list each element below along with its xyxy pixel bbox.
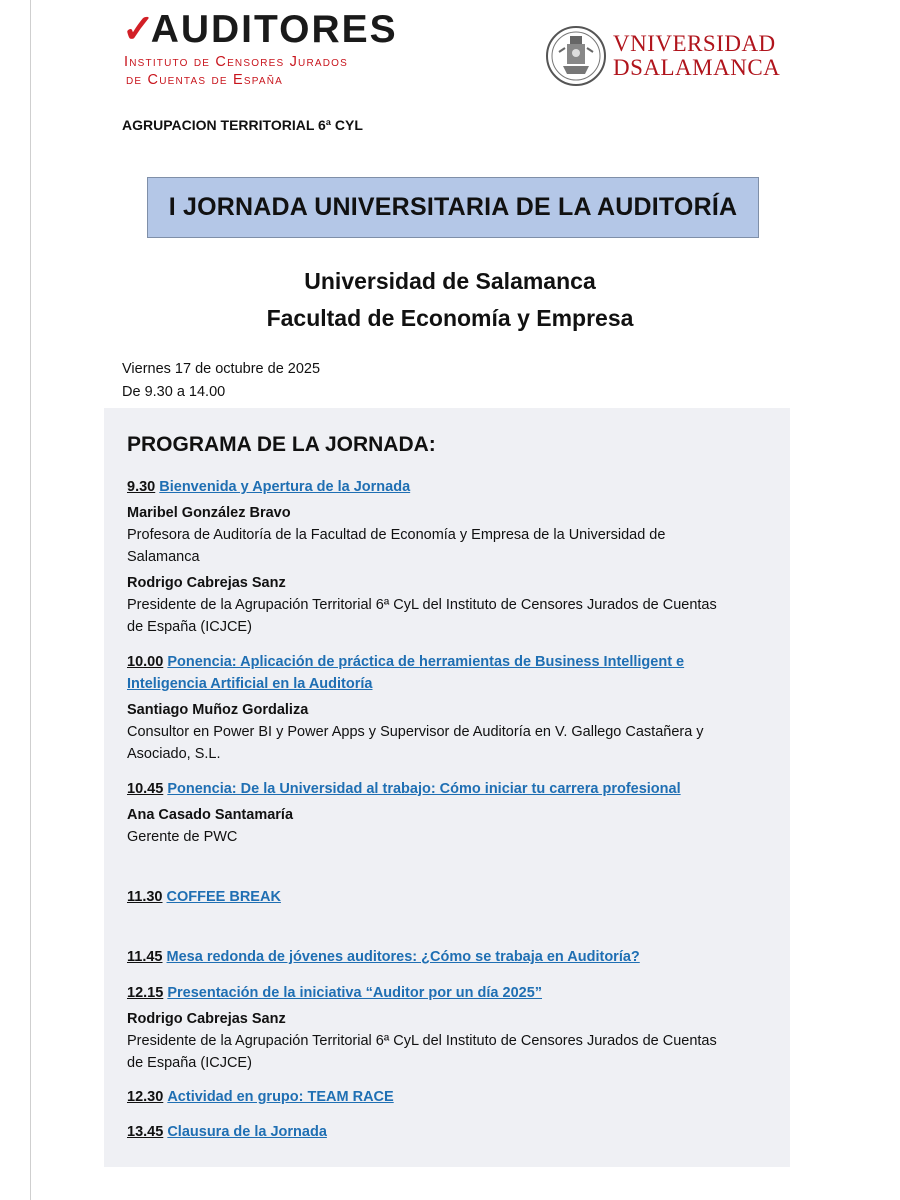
speaker-role: de España (ICJCE): [127, 1055, 252, 1071]
item-time: 13.45: [127, 1124, 164, 1140]
speaker-role: de España (ICJCE): [127, 619, 252, 635]
item-time: 12.30: [127, 1089, 164, 1105]
program-item-1345: [127, 1121, 767, 1143]
speaker-name: Rodrigo Cabrejas Sanz: [127, 1011, 286, 1027]
auditores-subtitle-line1: Instituto de Censores Jurados: [124, 54, 349, 70]
usal-seal-icon: [545, 22, 607, 88]
item-topic-link[interactable]: Ponencia: De la Universidad al trabajo: Cómo iniciar tu carrera profesional: [167, 781, 681, 797]
item-time: 11.30: [127, 889, 163, 905]
item-topic-link[interactable]: Ponencia: Aplicación de práctica de herramientas de Business Intelligent e: [167, 654, 685, 670]
auditores-logo: [122, 10, 422, 89]
event-hours: De 9.30 a 14.00: [122, 384, 226, 400]
event-title-box: [147, 177, 759, 238]
item-topic-link[interactable]: Inteligencia Artificial en la Auditoría: [127, 676, 373, 692]
item-topic-link[interactable]: Mesa redonda de jóvenes auditores: ¿Cómo se trabaja en Auditoría?: [166, 949, 640, 965]
speaker-name: Santiago Muñoz Gordaliza: [127, 702, 309, 718]
speaker-name: Rodrigo Cabrejas Sanz: [127, 575, 286, 591]
program-item-1230: [127, 1086, 767, 1108]
speaker-name: Maribel González Bravo: [127, 505, 291, 521]
program-item-1215: [127, 982, 767, 1074]
speaker-name: Ana Casado Santamaría: [127, 807, 294, 823]
speaker-role: Consultor en Power BI y Power Apps y Supervisor de Auditoría en V. Gallego Castañera y: [127, 724, 704, 740]
speaker-role: Presidente de la Agrupación Territorial 6ª CyL del Instituto de Censores Jurados de Cuentas: [127, 597, 717, 613]
auditores-subtitle-line2: de Cuentas de España: [126, 72, 283, 88]
item-time: 12.15: [127, 985, 164, 1001]
page-edge: [30, 0, 31, 1200]
event-date: Viernes 17 de octubre de 2025: [122, 361, 321, 377]
program-item-0930: [127, 476, 767, 638]
item-time: 11.45: [127, 949, 163, 965]
auditores-brand-text: AUDITORES: [150, 8, 398, 51]
item-topic-link[interactable]: COFFEE BREAK: [166, 889, 281, 905]
usal-wordmark-line2: DSALAMANCA: [613, 55, 781, 80]
venue-university: Universidad de Salamanca: [304, 268, 596, 294]
speaker-role: Gerente de PWC: [127, 829, 238, 845]
program-item-1130: [127, 886, 767, 908]
speaker-role: Presidente de la Agrupación Territorial 6ª CyL del Instituto de Censores Jurados de Cuentas: [127, 1033, 717, 1049]
auditores-wordmark: [122, 10, 422, 50]
item-topic-link[interactable]: Clausura de la Jornada: [167, 1124, 327, 1140]
speaker-role: Salamanca: [127, 549, 200, 565]
program-item-1000: [127, 651, 767, 765]
speaker-role: Asociado, S.L.: [127, 746, 221, 762]
program-item-1045: [127, 778, 767, 848]
program-heading: PROGRAMA DE LA JORNADA:: [127, 433, 436, 456]
item-time: 9.30: [127, 479, 156, 495]
program-item-1145: [127, 946, 767, 968]
item-topic-link[interactable]: Bienvenida y Apertura de la Jornada: [159, 479, 411, 495]
item-topic-link[interactable]: Actividad en grupo: TEAM RACE: [167, 1089, 394, 1105]
speaker-role: Profesora de Auditoría de la Facultad de Economía y Empresa de la Universidad de: [127, 527, 666, 543]
event-title: I JORNADA UNIVERSITARIA DE LA AUDITORÍA: [168, 193, 738, 221]
usal-wordmark-line1: VNIVERSIDAD: [613, 31, 776, 56]
usal-wordmark: [613, 32, 780, 80]
usal-logo: [545, 22, 785, 92]
item-topic-link[interactable]: Presentación de la iniciativa “Auditor por un día 2025”: [167, 985, 543, 1001]
venue-faculty: Facultad de Economía y Empresa: [266, 305, 634, 331]
agrupacion-label: AGRUPACION TERRITORIAL 6ª CYL: [122, 117, 363, 133]
item-time: 10.45: [127, 781, 164, 797]
item-time: 10.00: [127, 654, 164, 670]
auditores-check-mark: ✓: [122, 8, 157, 51]
